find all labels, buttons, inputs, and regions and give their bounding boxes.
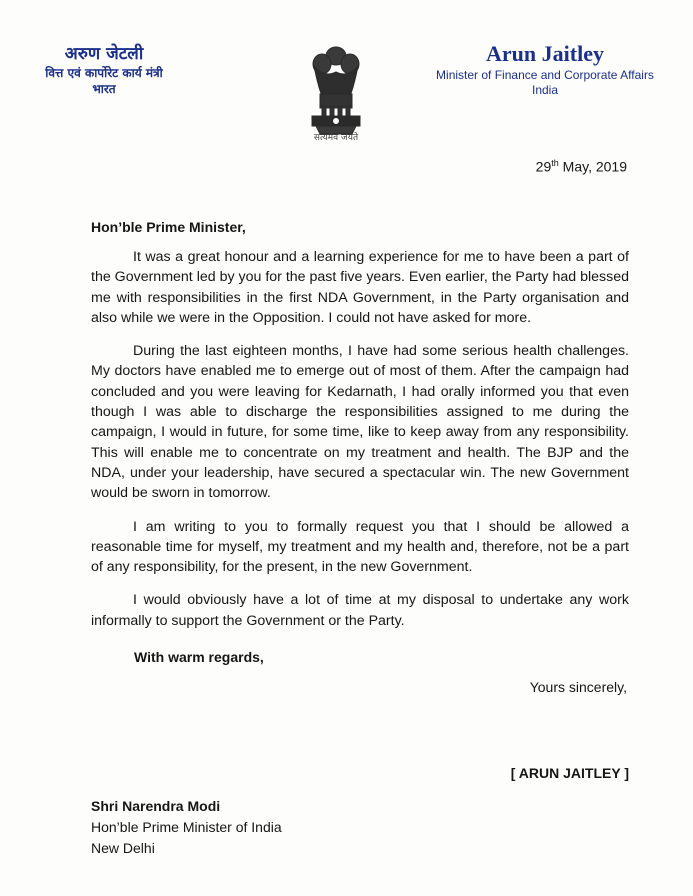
closing-yours: Yours sincerely, — [529, 679, 627, 695]
signature-name: [ ARUN JAITLEY ] — [510, 765, 629, 781]
closing-regards: With warm regards, — [134, 649, 264, 665]
date-suffix: th — [551, 158, 559, 168]
recipient-title: Hon’ble Prime Minister of India — [91, 819, 282, 835]
paragraph: I would obviously have a lot of time at my disposal to undertake any work informally to support the Government or the Party. — [91, 592, 629, 629]
recipient-name: Shri Narendra Modi — [91, 798, 221, 814]
paragraph: I am writing to you to formally request you that I should be allowed a reasonable time for myself, my treatment and my health and, therefore, not be a part of any responsibility, for the present, in the new Government. — [91, 518, 629, 576]
date-rest: May, 2019 — [558, 158, 627, 175]
hindi-country: भारत — [92, 82, 116, 96]
hindi-name: अरुण जेटली — [64, 44, 144, 64]
recipient-block — [91, 796, 282, 859]
emblem-motto: सत्यमेव जयते — [313, 133, 359, 143]
letter-date — [536, 158, 627, 175]
salutation: Hon’ble Prime Minister, — [91, 219, 246, 235]
recipient-place: New Delhi — [91, 840, 155, 856]
letterhead-hindi — [18, 44, 190, 97]
letterhead-english — [420, 40, 670, 98]
hindi-title: वित्त एवं कार्पोरेट कार्य मंत्री — [45, 66, 163, 80]
english-name: Arun Jaitley — [486, 41, 604, 66]
paragraph: It was a great honour and a learning experience for me to have been a part of the Government led by you for the past five years. Even earlier, the Party had blessed me with responsibilities in the first NDA Government, in the Party organisation and also while we were in the Opposition. I could not have asked for more. — [91, 249, 629, 326]
date-day: 29 — [535, 158, 552, 175]
english-title: Minister of Finance and Corporate Affairs — [436, 68, 654, 82]
english-country: India — [531, 83, 559, 97]
letter-body — [91, 247, 629, 644]
paragraph: During the last eighteen months, I have had some serious health challenges. My doctors have enabled me to emerge out of most of them. After the campaign had concluded and you were leaving for Kedarnath, I had orally informed you that even though I was able to discharge the responsibilities assigned to me during the campaign, I would in future, for some time, like to keep away from any responsibility. This will enable me to concentrate on my treatment and health. The BJP and the NDA, under your leadership, have secured a spectacular win. The new Government would be sworn in tomorrow. — [91, 343, 629, 502]
